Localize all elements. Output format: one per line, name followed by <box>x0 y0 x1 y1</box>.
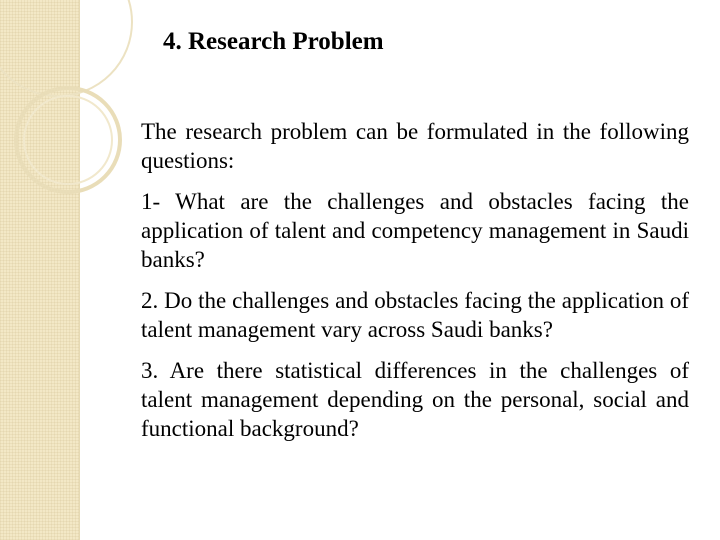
question-2: 2. Do the challenges and obstacles facing the application of talent management vary across Saudi banks? <box>141 288 689 342</box>
slide-body <box>141 117 689 443</box>
page-title: 4. Research Problem <box>163 28 384 55</box>
question-3: 3. Are there statistical differences in the challenges of talent management depending on the personal, social and functional background? <box>141 358 689 441</box>
intro-text: The research problem can be formulated in the following questions: <box>141 119 689 173</box>
question-1: 1- What are the challenges and obstacles facing the application of talent and competency management in Saudi banks? <box>141 189 689 272</box>
side-panel <box>0 0 80 540</box>
